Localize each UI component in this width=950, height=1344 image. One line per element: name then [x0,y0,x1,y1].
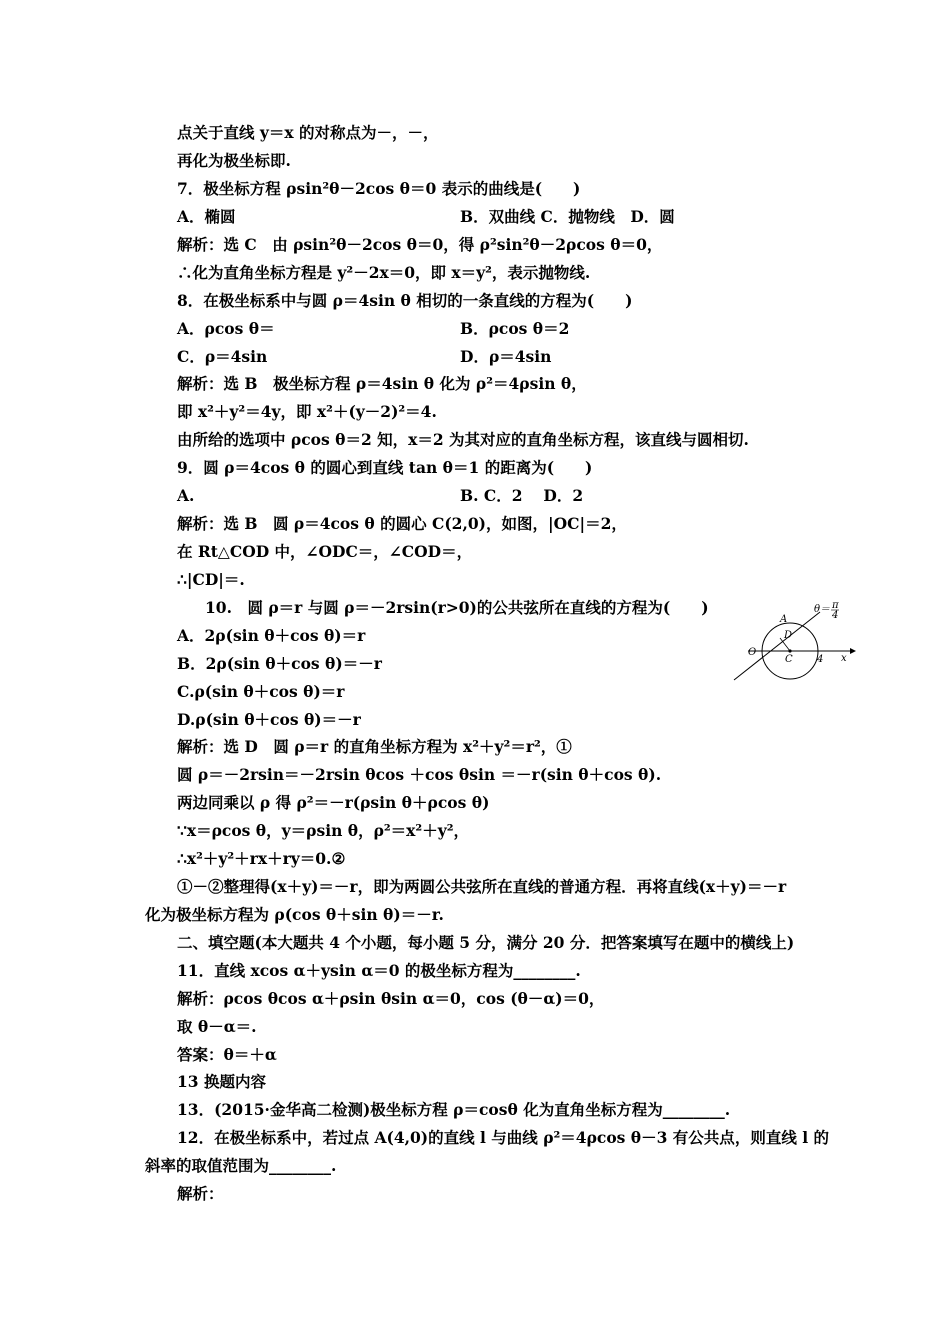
q9-solution-1: 解析：选 B 圆 ρ＝4cos θ 的圆心 C(2,0)，如图，|OC|＝2， [177,514,627,533]
question-8: 8．在极坐标系中与圆 ρ＝4sin θ 相切的一条直线的方程为( ) [177,291,633,310]
replacement-note: 13 换题内容 [177,1072,266,1091]
center-point [788,649,791,652]
q10-option-c: C.ρ(sin θ＋cos θ)＝r [177,682,345,701]
tick-4-label: 4 [817,654,824,665]
q10-solution-1: 解析：选 D 圆 ρ＝r 的直角坐标方程为 x²＋y²＝r²，① [177,737,572,756]
question-10: 10. 圆 ρ＝r 与圆 ρ＝－2rsin(r>0)的公共弦所在直线的方程为( ) [205,598,709,617]
question-13: 13．(2015·金华高二检测)极坐标方程 ρ＝cosθ 化为直角坐标方程为________. [177,1100,731,1119]
q8-option-c: C．ρ＝4sin [177,347,268,366]
q7-solution-1: 解析：选 C 由 ρsin²θ－2cos θ＝0，得 ρ²sin²θ－2ρcos θ＝0， [177,235,663,254]
q10-solution-3: 两边同乘以 ρ 得 ρ²＝－r(ρsin θ＋ρcos θ) [177,793,490,812]
q7-options-bcd: B．双曲线 C．抛物线 D．圆 [460,207,675,226]
x-axis-arrow [850,648,856,654]
q8-solution-1: 解析：选 B 极坐标方程 ρ＝4sin θ 化为 ρ²＝4ρsin θ， [177,374,587,393]
q10-solution-5: ∴x²＋y²＋rx＋ry＝0.② [177,849,346,868]
question-7: 7．极坐标方程 ρsin²θ－2cos θ＝0 表示的曲线是( ) [177,179,581,198]
q10-solution-4: ∵x＝ρcos θ，y＝ρsin θ，ρ²＝x²＋y²， [177,821,470,840]
pi-label: π [832,600,839,611]
q10-option-a: A．2ρ(sin θ＋cos θ)＝r [177,626,366,645]
point-a-label: A [780,614,788,625]
q8-option-a: A．ρcos θ＝ [177,319,275,338]
q8-solution-3: 由所给的选项中 ρcos θ＝2 知，x＝2 为其对应的直角坐标方程，该直线与圆相切. [177,430,749,449]
question-12-line-1: 12．在极坐标系中，若过点 A(4,0)的直线 l 与曲线 ρ²＝4ρcos θ－3 有公共点，则直线 l 的 [177,1128,829,1147]
q12-solution-label: 解析： [177,1184,224,1203]
q9-solution-3: ∴|CD|＝. [177,570,245,589]
q8-option-b: B．ρcos θ＝2 [460,319,570,338]
circle-diagram-svg [728,600,858,684]
ray-line [734,612,820,680]
q10-solution-7: 化为极坐标方程为 ρ(cos θ＋sin θ)＝－r. [145,905,444,924]
point-o-label: O [748,647,757,658]
q9-options-bcd: B. C．2 D．2 [460,486,584,505]
four-label: 4 [832,610,839,621]
q10-option-d: D.ρ(sin θ＋cos θ)＝－r [177,710,361,729]
axis-x-label: x [841,653,847,664]
section-fill-in-heading: 二、填空题(本大题共 4 个小题，每小题 5 分，满分 20 分．把答案填写在题中的横线上) [177,933,795,952]
question-12-line-2: 斜率的取值范围为________. [145,1156,337,1175]
point-d-label: D [784,630,793,641]
question-11: 11．直线 xcos α＋ysin α＝0 的极坐标方程为________. [177,961,581,980]
point-c-label: C [785,654,793,665]
q10-option-b: B．2ρ(sin θ＋cos θ)＝－r [177,654,382,673]
q11-solution-1: 解析：ρcos θcos α＋ρsin θsin α＝0，cos (θ－α)＝0， [177,989,605,1008]
theta-label: θ＝ [814,604,831,615]
line-convert-polar: 再化为极坐标即. [177,151,291,170]
q8-solution-2: 即 x²＋y²＝4y，即 x²＋(y－2)²＝4. [177,402,437,421]
q11-answer: 答案：θ＝＋α [177,1045,277,1064]
q7-solution-2: ∴化为直角坐标方程是 y²－2x＝0，即 x＝y²，表示抛物线. [177,263,591,282]
circle-diagram [728,600,858,684]
q11-solution-2: 取 θ－α＝. [177,1017,257,1036]
question-9: 9．圆 ρ＝4cos θ 的圆心到直线 tan θ＝1 的距离为( ) [177,458,593,477]
q9-option-a: A. [177,486,195,505]
q8-option-d: D．ρ＝4sin [460,347,552,366]
q10-solution-2: 圆 ρ＝－2rsin＝－2rsin θcos ＋cos θsin ＝－r(sin θ＋cos θ). [177,765,662,784]
line-symmetric-point: 点关于直线 y＝x 的对称点为－，－， [177,123,439,142]
q10-solution-6: ①－②整理得(x＋y)＝－r，即为两圆公共弦所在直线的普通方程．再将直线(x＋y)＝－r [177,877,787,896]
q7-option-a: A．椭圆 [177,207,236,226]
q9-solution-2: 在 Rt△COD 中，∠ODC＝，∠COD＝， [177,542,473,561]
